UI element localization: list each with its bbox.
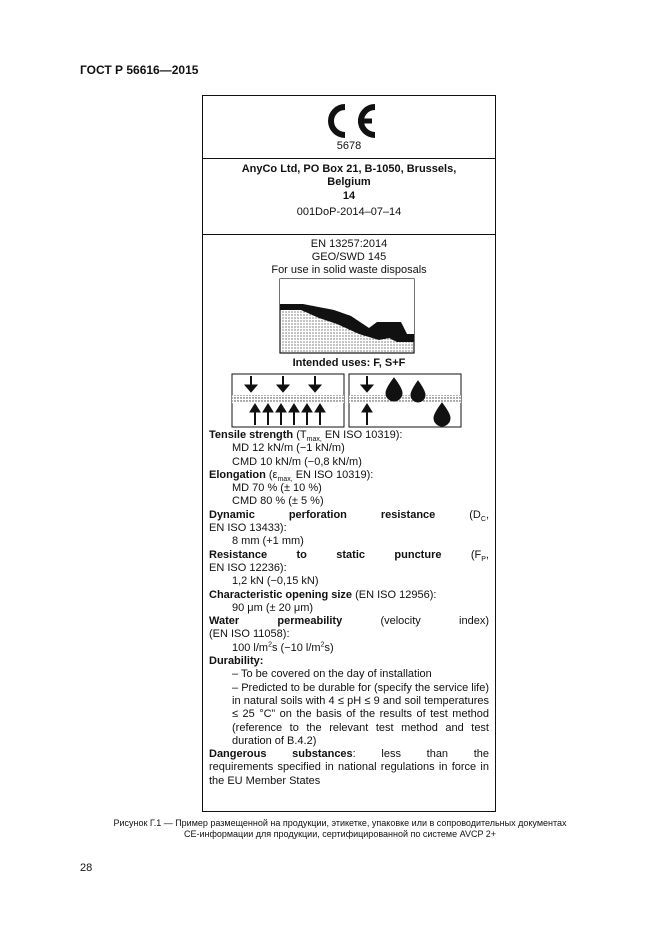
dynamic-value: 8 mm (+1 mm) <box>232 535 304 548</box>
filtration-drops-symbol <box>349 374 461 427</box>
durability-item-1: – To be covered on the day of installation <box>232 668 432 681</box>
ce-mark-logo <box>320 102 380 140</box>
manufacturer-address: AnyCo Ltd, PO Box 21, B-1050, Brussels, Belgium <box>241 163 457 188</box>
filtration-separation-symbol <box>232 374 344 427</box>
product-code: GEO/SWD 145 <box>311 251 387 263</box>
dynamic-heading: Dynamic perforation resistance ($D_C$, <box>209 508 489 523</box>
function-symbols <box>231 373 463 428</box>
static-ref: EN ISO 12236): <box>209 561 287 574</box>
tensile-cmd: CMD 10 kN/m (−0,8 kN/m) <box>232 455 362 468</box>
opening-value: 90 μm (± 20 μm) <box>232 601 314 614</box>
dynamic-ref: EN ISO 13433): <box>209 522 287 535</box>
static-heading: Resistance to static puncture ($F_P$, <box>209 548 489 563</box>
dangerous-heading: Dangerous substances: less than the <box>209 748 490 761</box>
ce-label-frame <box>202 95 496 812</box>
elongation-cmd: CMD 80 % (± 5 %) <box>232 495 324 508</box>
dop-reference: 001DoP-2014–07–14 <box>296 206 402 218</box>
opening-heading: Characteristic opening size (EN ISO 12956): <box>209 588 437 601</box>
document-code: ГОСТ Р 56616—2015 <box>80 63 199 77</box>
product-use: For use in solid waste disposals <box>271 264 427 276</box>
manufacturer-section <box>203 158 495 235</box>
caption-line-2: CE-информации для продукции, сертифицированной по системе AVCP 2+ <box>183 829 497 839</box>
static-value: 1,2 kN (−0,15 kN) <box>232 575 319 588</box>
page-number: 28 <box>80 862 93 874</box>
notified-body-number: 5678 <box>336 140 362 152</box>
caption-line-1: Рисунок Г.1 — Пример размещенной на продукции, этикетке, упаковке или в сопроводительных документах <box>113 818 567 828</box>
tensile-md: MD 12 kN/m (−1 kN/m) <box>232 442 345 455</box>
water-ref: (EN ISO 11058): <box>209 628 290 641</box>
figure-caption <box>70 818 610 840</box>
durability-heading: Durability: <box>209 655 264 668</box>
year-of-affixing: 14 <box>342 190 356 202</box>
product-section <box>203 234 495 811</box>
elongation-heading: Elongation ($\varepsilon_{max,}$ EN ISO 10319): <box>209 468 374 484</box>
dangerous-body: requirements specified in national regulations in force in the EU Member States <box>209 761 489 787</box>
elongation-md: MD 70 % (± 10 %) <box>232 482 322 495</box>
landfill-illustration <box>279 278 415 354</box>
specifications <box>209 429 489 788</box>
ce-mark-section <box>203 96 495 159</box>
water-value: 100 $l/m^2s$ (−10 $l/m^2s$) <box>232 641 334 654</box>
tensile-heading: Tensile strength ($T_{max,}$ EN ISO 10319): <box>209 429 403 444</box>
water-heading: Water permeability (velocity index) <box>209 615 489 628</box>
durability-item-2: – Predicted to be durable for (specify the service life) in natural soils with 4 ≤ pH ≤ 9 and soil temperatures ≤ 25 °C” on the basis of the results of test method (reference to the relevant test method and test duration of B.4.2) <box>232 681 489 747</box>
standard-number: EN 13257:2014 <box>310 238 388 250</box>
intended-uses: Intended uses: F, S+F <box>292 357 406 369</box>
